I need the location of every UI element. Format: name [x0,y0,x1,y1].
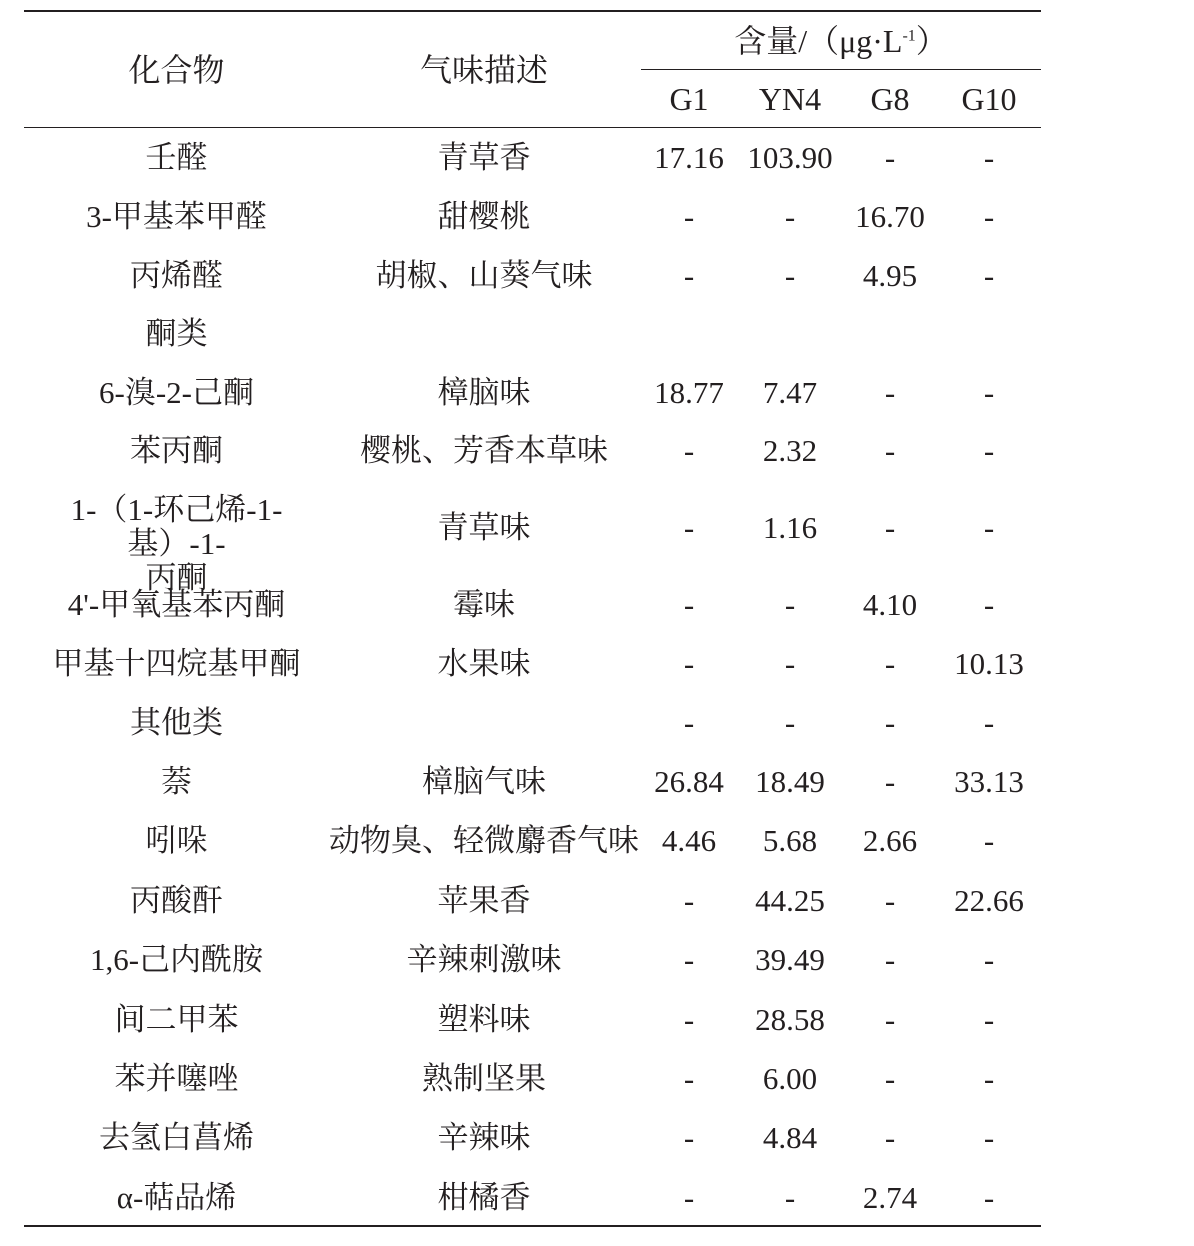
table-row-category: 酮类 [145,316,208,351]
table-row-value-g8: 16.70 [855,199,925,234]
table-row-value-g10: 22.66 [954,883,1024,918]
table-row-value-yn4: - [784,646,796,681]
table-row-value-g8: 2.74 [862,1180,918,1215]
header-sample-g8: G8 [870,81,910,117]
table-row-value-g8: - [884,510,896,545]
table-row-compound: 苯并噻唑 [114,1061,239,1096]
table-row-odor: 塑料味 [437,1002,531,1037]
table-row-odor: 甜樱桃 [437,199,531,234]
table-row-value-g10: - [983,823,995,858]
table-row-compound: 壬醛 [145,140,208,175]
table-row-value-yn4: 18.49 [755,764,825,799]
table-row-value-yn4: 1.16 [762,510,818,545]
table-row-value-g8: - [884,1120,896,1155]
table-row-value-g1: - [683,705,695,740]
table-row-compound: 6-溴-2-己酮 [99,375,254,410]
table-row-value-g8: 4.95 [862,258,918,293]
table-row-value-g10: - [983,433,995,468]
top-rule [24,10,1041,12]
header-content-suffix: ） [915,23,948,59]
table-row-compound: 3-甲基苯甲醛 [86,199,267,234]
table-row-odor: 熟制坚果 [422,1061,546,1096]
table-row-value-g10: - [983,375,995,410]
table-row-value-g8: - [884,764,896,799]
table-row-odor: 樟脑味 [437,375,531,410]
table-row-value-yn4: - [784,587,796,622]
table-row-odor: 青草香 [437,140,531,175]
table-row-value-yn4: 103.90 [747,140,833,175]
table-row-value-yn4: 6.00 [762,1061,818,1096]
table-row-value-g10: - [983,199,995,234]
table-row-value-g1: - [683,883,695,918]
table-row-odor: 胡椒、山葵气味 [375,258,593,293]
table-row-odor: 辛辣味 [437,1120,531,1155]
header-bottom-rule [24,127,1041,128]
table-row-value-g10: - [983,140,995,175]
table-row-value-g1: - [683,199,695,234]
table-row-compound: 萘 [161,764,192,799]
table-row-value-g10: - [983,705,995,740]
table-row-value-g8: - [884,433,896,468]
table-row-value-g1: - [683,433,695,468]
header-content [641,23,1041,59]
table-row-compound: 甲基十四烷基甲酮 [52,646,301,681]
table-row-odor: 樱桃、芳香本草味 [360,433,608,468]
table-row-compound: 4'-甲氧基苯丙酮 [67,587,286,622]
table-row-value-yn4: 2.32 [762,433,818,468]
table-row-value-g8: 4.10 [862,587,918,622]
table-row-value-g1: - [683,1120,695,1155]
table-row-compound: 去氢白菖烯 [99,1120,254,1155]
table-row-odor: 青草味 [437,510,531,545]
table-row-odor: 柑橘香 [437,1180,531,1215]
table-row-odor: 动物臭、轻微麝香气味 [329,823,639,858]
table-row-value-yn4: - [784,199,796,234]
table-row-value-g1: 17.16 [654,140,724,175]
table-row-compound: 1,6-己内酰胺 [89,942,264,977]
table-row-value-g8: - [884,140,896,175]
table-row-value-g8: - [884,883,896,918]
table-row-odor: 辛辣刺激味 [406,942,562,977]
table-row-value-g8: - [884,375,896,410]
table-row-value-g1: - [683,258,695,293]
bottom-rule [24,1225,1041,1227]
table-row-value-g10: 33.13 [954,764,1024,799]
table-row-compound: 间二甲苯 [114,1002,239,1037]
table-row-value-g10: - [983,1061,995,1096]
header-sample-g10: G10 [961,81,1017,117]
header-compound: 化合物 [128,52,225,88]
table-row-value-g8: - [884,1061,896,1096]
table-row-value-yn4: 4.84 [762,1120,818,1155]
table-row-compound: α-萜品烯 [116,1180,237,1215]
content-header-rule [641,69,1041,70]
table-row-value-g1: 18.77 [654,375,724,410]
table-row-value-g1: - [683,587,695,622]
table-row-value-g10: - [983,1180,995,1215]
table-row-value-g8: 2.66 [862,823,918,858]
compound-line-1: 1-（1-环己烯-1-基）-1- [70,492,283,561]
table-row-category: 其他类 [130,705,223,740]
table-row-value-yn4: - [784,258,796,293]
table-row-odor: 霉味 [453,587,515,622]
table-row-value-yn4: 7.47 [762,375,818,410]
table-row-compound: 吲哚 [145,823,208,858]
table-row-value-g10: - [983,1120,995,1155]
table-row-odor: 水果味 [437,646,531,681]
table-row-value-yn4: 39.49 [755,942,825,977]
table-row-value-yn4: 44.25 [755,883,825,918]
table-row-value-g8: - [884,1002,896,1037]
table-row-value-g1: - [683,510,695,545]
table-row-compound [24,493,329,595]
header-content-unit-exponent: -1 [902,27,916,45]
table-row-value-yn4: 5.68 [762,823,818,858]
table-row-value-g10: 10.13 [954,646,1024,681]
table-row-value-g8: - [884,646,896,681]
table-row-value-g10: - [983,1002,995,1037]
header-odor: 气味描述 [419,52,548,88]
table-row-value-g10: - [983,510,995,545]
table-row-odor: 苹果香 [437,883,531,918]
header-content-prefix: 含量/（μg·L [734,23,903,59]
table-row-value-g1: 26.84 [654,764,724,799]
table-row-compound: 苯丙酮 [130,433,223,468]
table-row-value-g10: - [983,587,995,622]
table-row-compound: 丙烯醛 [130,258,223,293]
header-sample-g1: G1 [669,81,709,117]
table-row-value-g1: 4.46 [661,823,717,858]
table-row-value-g1: - [683,646,695,681]
table-row-value-g10: - [983,258,995,293]
table-row-value-g10: - [983,942,995,977]
table-row-value-g1: - [683,942,695,977]
table-row-value-g8: - [884,705,896,740]
table-row-value-g1: - [683,1061,695,1096]
table-row-value-yn4: - [784,705,796,740]
table-row-value-yn4: 28.58 [755,1002,825,1037]
table-row-odor: 樟脑气味 [422,764,546,799]
table-row-value-yn4: - [784,1180,796,1215]
table-row-value-g8: - [884,942,896,977]
table-row-value-g1: - [683,1002,695,1037]
compound-line-2: 丙酮 [145,560,208,595]
header-sample-yn4: YN4 [758,81,822,117]
table-row-compound: 丙酸酐 [130,883,223,918]
table-row-value-g1: - [683,1180,695,1215]
